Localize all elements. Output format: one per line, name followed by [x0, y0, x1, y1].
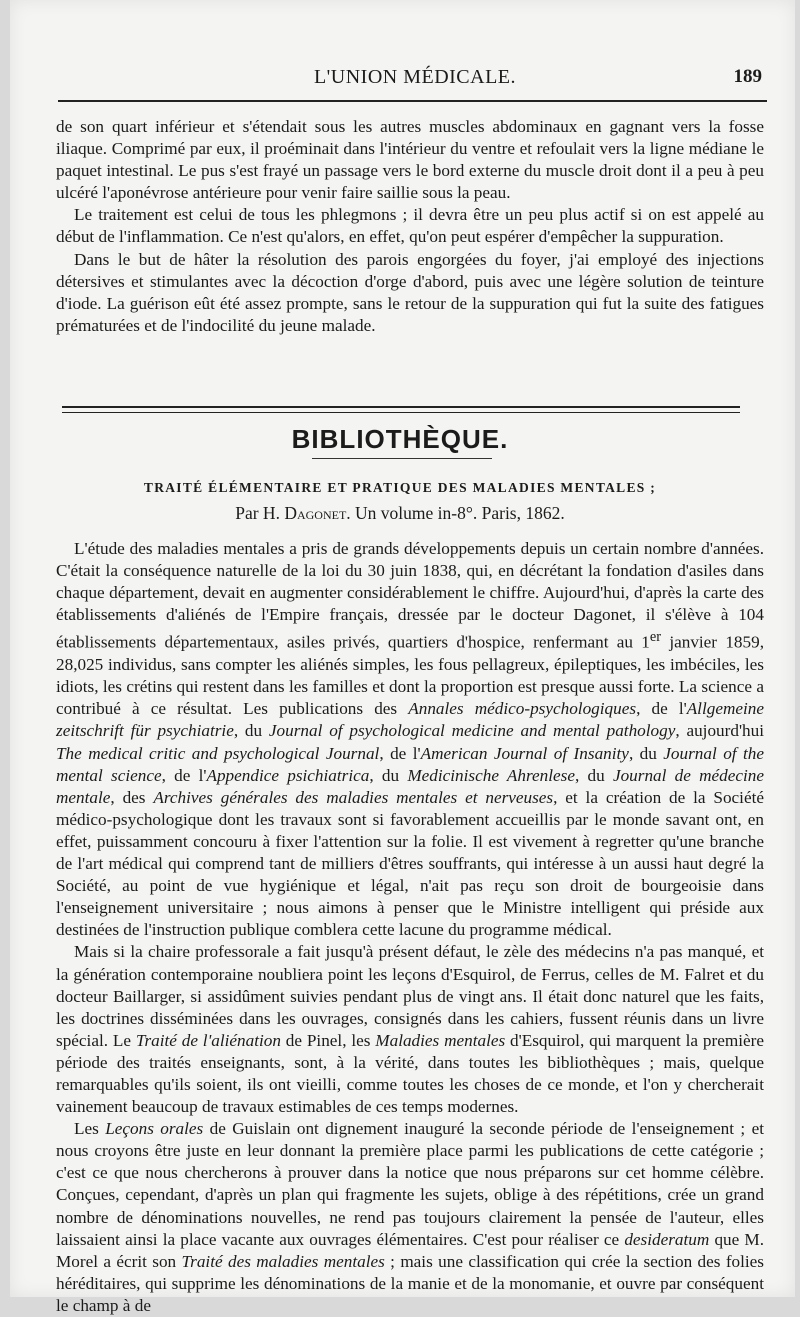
book-title-ref: Leçons orales [105, 1119, 204, 1139]
text-run: , des [110, 787, 154, 807]
paragraph: Le traitement est celui de tous les phlegmons ; il devra être un peu plus actif si on est appelé au début de l'inflammation. Ce n'est qu'alors, en effet, qu'on peut espérer d'empêcher la suppuration. [56, 205, 764, 247]
text-run: , aujourd'hui [675, 721, 765, 741]
journal-title: Journal de médecine mentale [56, 765, 764, 807]
section-title: BIBLIOTHÈQUE. [291, 424, 509, 454]
review-text [56, 538, 764, 1317]
text-run: janvier 1859, 28,025 individus, sans compter les aliénés simples, les fous pellagreux, épileptiques, les imbéciles, les idiots, les crétins qui restent dans les familles et dont la proportion est presque aussi forte. La science a contribué à ce résultat. Les publications des [56, 633, 764, 719]
text-run: , de l' [161, 765, 207, 785]
text-run: de Pinel, les [280, 1030, 376, 1050]
superscript: er [649, 629, 662, 646]
journal-title: Journal of the mental science [56, 743, 764, 785]
journal-title: Appendice psichiatrica [206, 765, 370, 785]
book-title-ref: Maladies mentales [375, 1030, 506, 1050]
text-run: Mais si la chaire professorale a fait jusqu'à présent défaut, le zèle des médecins n'a pas manqué, et la génération contemporaine noubliera point les leçons d'Esquirol, de Ferrus, celles de M. Falret et du docteur Baillarger, si assidûment suivies pendant plus de vingt ans. Il était donc naturel que les faits, les doctrines disséminées dans les ouvrages, consignés dans les cahiers, fussent réunis dans un livre spécial. Le [56, 942, 764, 1050]
page-number: 189 [733, 66, 762, 87]
journal-title: Medicinische Ahrenlese [407, 765, 575, 785]
book-title-ref: Traité des maladies mentales [181, 1251, 385, 1271]
author-prefix: Par H. [235, 503, 285, 523]
journal-title: American Journal of Insanity [420, 743, 629, 763]
text-run: , de l' [636, 699, 687, 719]
page-header [68, 62, 762, 96]
journal-title: Annales médico-psychologiques [408, 699, 637, 719]
text-run: Les [74, 1119, 106, 1139]
paragraph [56, 941, 764, 1118]
text-run: de Guislain ont dignement inauguré la seconde période de l'enseignement ; et nous croyons être juste en leur donnant la première place parmi les publications de cette catégorie ; c'est ce que nous chercherons à prouver dans la notice que nous préparons sur cet homme célèbre. Conçues, cependant, d'après un plan qui fragmente les sujets, oblige à des répétitions, crée un grand nombre de dénominations nouvelles, ne rend pas toujours clairement la pensée de l'auteur, elles laissaient ainsi la place vacante aux ouvrages élémentaires. C'est pour réaliser ce [56, 1119, 764, 1249]
text-run: , du [233, 721, 269, 741]
text-run: d'Esquirol, qui marquent la première période des traités enseignants, sont, à la vérité, dans toutes les bibliothèques ; mais, quelque remarquables qu'ils soient, ils ont vieilli, comme toutes les choses de ce monde, et l'on y chercherait vainement beaucoup de travaux estimables de ces temps modernes. [56, 1030, 764, 1117]
journal-title: The medical critic and psychological Journal [56, 743, 380, 763]
book-title-ref: Traité de l'aliénation [135, 1030, 281, 1050]
section-title-rule [312, 458, 492, 459]
paragraph [56, 538, 764, 941]
author-name: Dagonet [284, 503, 347, 523]
section-separator [62, 406, 740, 413]
book-title: TRAITÉ ÉLÉMENTAIRE ET PRATIQUE DES MALADIES MENTALES ; [143, 480, 657, 495]
intro-text [56, 116, 764, 337]
text-run: , du [574, 765, 613, 785]
text-run: que M. Morel a écrit son [56, 1229, 764, 1271]
journal-title: Allgemeine zeitschrift für psychiatrie [56, 699, 764, 741]
text-run: , du [628, 743, 664, 763]
text-run: L'étude des maladies mentales a pris de grands développements depuis un certain nombre d'années. C'était la conséquence naturelle de la loi du 30 juin 1838, qui, en décrétant la fondation d'asiles dans chaque département, devait en augmenter considérablement le chiffre. Aujourd'hui, d'après la carte des établissements d'aliénés de l'Empire français, dressée par le docteur Dagonet, il s'élève à 104 établissements départementaux, asiles privés, quartiers d'hospice, renfermant au 1 [56, 539, 764, 653]
book-citation [0, 503, 800, 524]
text-run: , du [369, 765, 408, 785]
text-run: ; mais une classification qui crée la section des folies héréditaires, qui supprime les dénominations de la manie et de la monomanie, et ouvre par conséquent le champ à de [56, 1251, 764, 1315]
running-title: L'UNION MÉDICALE. [313, 66, 517, 88]
citation-details: . Un volume in-8°. Paris, 1862. [346, 503, 565, 523]
journal-title: Archives générales des maladies mentales et nerveuses [153, 787, 554, 807]
header-rule [58, 100, 767, 102]
paragraph [56, 1118, 764, 1317]
paragraph: Dans le but de hâter la résolution des parois engorgées du foyer, j'ai employé des injections détersives et stimulantes avec la décoction d'orge d'abord, puis avec une légère solution de teinture d'iode. La guérison eût été assez prompte, sans le retour de la suppuration qui fut la suite des fatigues prématurées et de l'indocilité du jeune malade. [56, 249, 764, 335]
text-run: , et la création de la Société médico-psychologique dont les travaux sont si favorablement accueillis par le monde savant ont, en effet, puissamment concouru à fixer l'attention sur la folie. Il est vivement à regretter qu'une branche de l'art médical qui comprend tant de milliers d'êtres souffrants, qui intéresse à un aussi haut degré la Société, au point de vue hygiénique et légal, n'ait pas reçu son droit de bourgeoisie dans l'enseignement universitaire ; nous aimons à penser que le Ministre intelligent qui préside aux destinées de l'instruction publique comblera cette lacune du programme médical. [56, 787, 764, 940]
journal-title: Journal of psychological medicine and mental pathology [268, 721, 676, 741]
text-run: , de l' [379, 743, 421, 763]
latin-term: desideratum [624, 1229, 710, 1249]
paragraph: de son quart inférieur et s'étendait sous les autres muscles abdominaux en gagnant vers la fosse iliaque. Comprimé par eux, il proéminait dans l'intérieur du ventre et refoulait vers la ligne médiane le paquet intestinal. Le pus s'est frayé un passage vers le bord externe du muscle droit dont il a peu à peu ulcéré l'aponévrose antérieure pour venir faire saillie sous la peau. [56, 117, 764, 203]
